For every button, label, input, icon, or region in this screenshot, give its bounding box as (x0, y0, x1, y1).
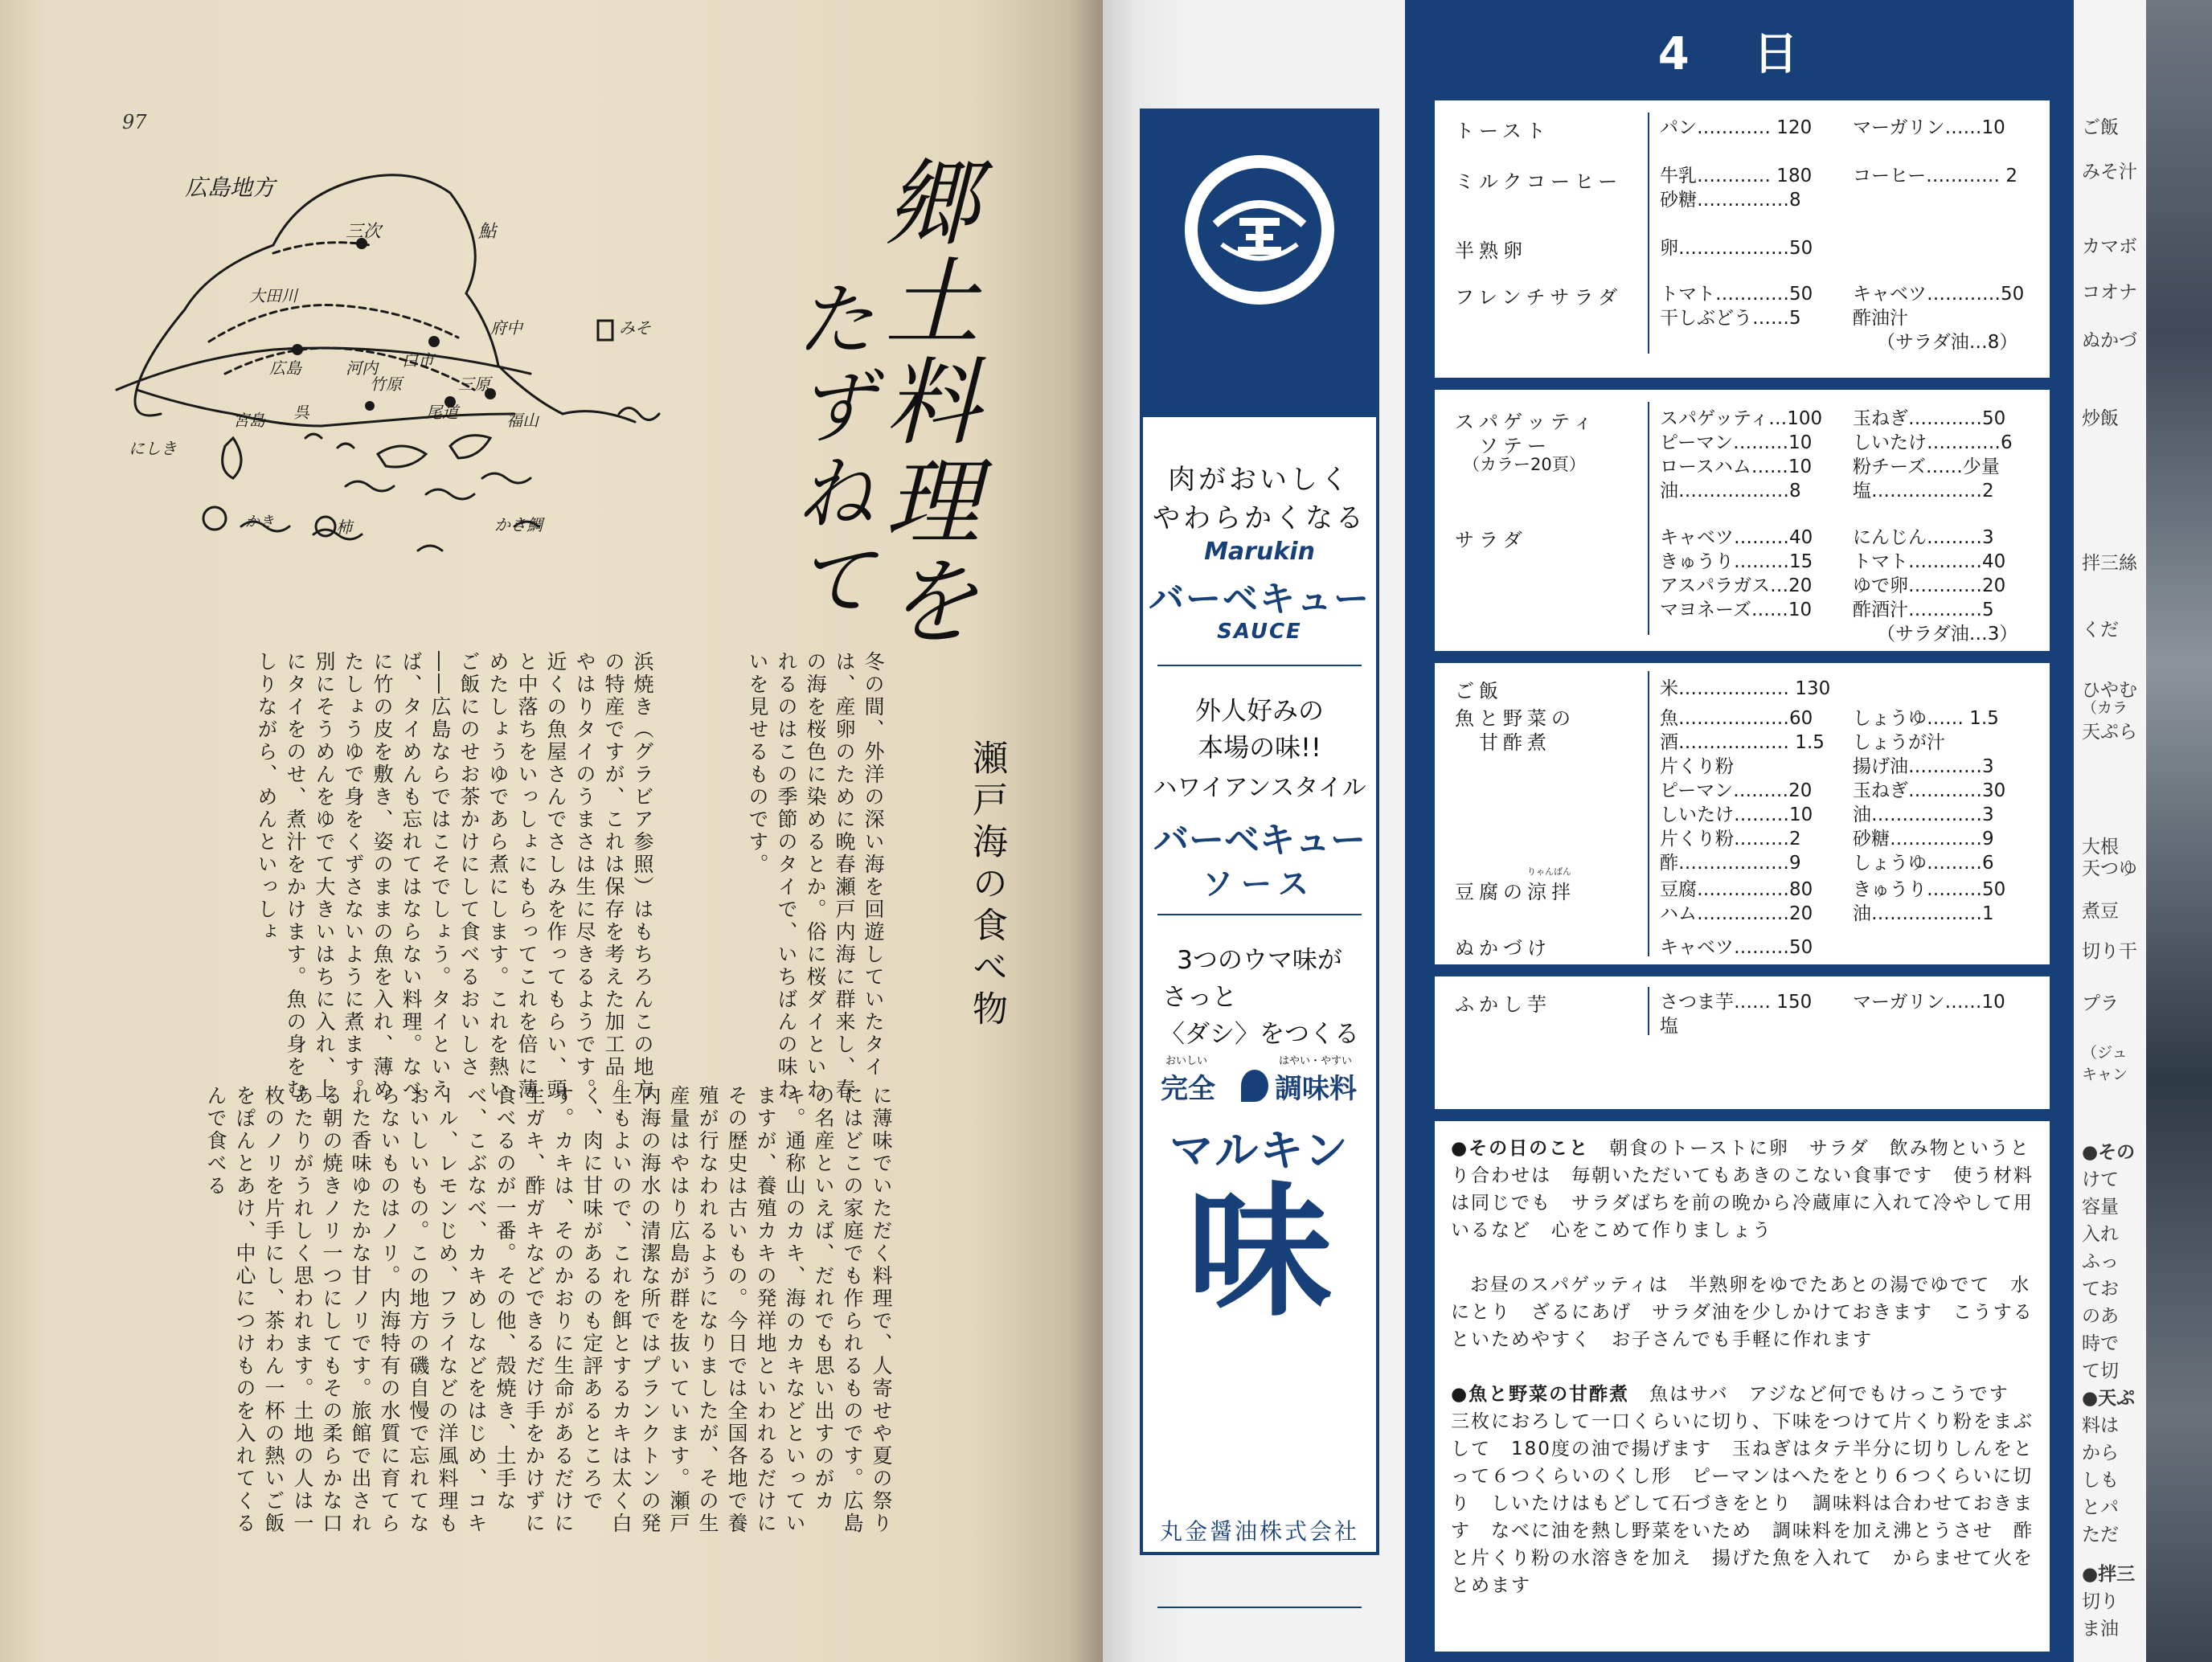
ad-bbq-sauce-2: バーベキュー (1153, 820, 1366, 861)
ingredient: 干しぶどう……5 (1660, 308, 1801, 329)
ingredient: 片くり粉………2 (1660, 829, 1801, 849)
note-paragraph-2: お昼のスパゲッティは 半熟卵をゆでたあとの湯でゆでて 水にとり ざるにあげ サラダ油を少しかけておきます こうするといためやすく お子さんでも手軽に作れます (1451, 1275, 2034, 1350)
map-place: かき (245, 514, 274, 530)
dish-name: スパゲッティ (1455, 411, 1598, 433)
next-col-text: （ジュ (2082, 1044, 2128, 1062)
map-place: 竹原 (370, 375, 402, 394)
next-col-text: ご飯 (2082, 117, 2119, 138)
ingredient: しょうゆ…… 1.5 (1853, 708, 1999, 729)
map-place: 福山 (506, 411, 539, 430)
ingredient: 牛乳………… 180 (1660, 166, 1813, 186)
next-col-text: 炒飯 (2082, 408, 2119, 429)
ad-kanzen: 完全 (1161, 1073, 1215, 1105)
article-paragraph-2: 浜焼き（グラビア参照）はもちろんこの地方の特産ですが、これは保存を考えた加工品。やはりタイのうまさは生に尽きるようです。近くの魚屋さんでさしみを作ってもらい、頭と中落ちをいっしょにもらってこれを倍に薄めたしょうゆであら煮にします。これを熱いご飯にのせお茶かけにして食べるおいしさ――広島ならではこそでしょう。タイといえば、タイめんも忘れてはならない料理。なべに竹の皮を敷き、姿のままの魚を入れ、薄めたしょうゆで身をくずさないように煮ます。別にそうめんをゆでて大きいはちに入れ、上にタイをのせ、煮汁をかけます。魚の身をむしりながら、めんといっしょ (255, 651, 654, 1101)
next-col-text: 拌三絲 (2082, 553, 2137, 574)
map-place: 柿 (336, 518, 352, 537)
note-paragraph-3 (1451, 1381, 2038, 1599)
ingredient: 片くり粉 (1660, 756, 1734, 777)
ingredient: ピーマン………20 (1660, 780, 1813, 801)
dish-name: 魚と野菜の (1455, 707, 1575, 730)
map-place: 鯛 (526, 515, 543, 534)
next-col-text: ま油 (2082, 1619, 2119, 1639)
ingredient: トマト…………40 (1853, 551, 2006, 572)
dish-name: ご飯 (1455, 680, 1503, 702)
drop-icon (1241, 1070, 1268, 1102)
ad-foreign-1: 外人好みの (1194, 695, 1324, 726)
dish-name: ふかし芋 (1455, 993, 1551, 1016)
next-col-text: 切り干 (2082, 941, 2137, 962)
ad-sauce-en: SAUCE (1217, 620, 1302, 644)
next-col-text: 切り (2082, 1591, 2119, 1612)
ingredient: 酢………………9 (1660, 853, 1801, 874)
ingredient: キャベツ…………50 (1853, 284, 2025, 305)
map-place: かき (494, 515, 526, 534)
next-col-text: みそ汁 (2082, 162, 2137, 182)
map-place: 呉 (293, 403, 309, 422)
ingredient: 米……………… 130 (1660, 678, 1831, 699)
next-col-text: （カラ (2082, 699, 2128, 717)
ingredient: （サラダ油…8） (1877, 332, 2018, 353)
ingredient: きゅうり………50 (1853, 879, 2006, 900)
next-col-text: コオナ (2082, 282, 2137, 303)
ingredient: トマト…………50 (1660, 284, 1813, 305)
ingredient: しょうが汁 (1853, 732, 1945, 753)
ingredient: パン………… 120 (1660, 117, 1813, 138)
note-heading: ●その日のこと (1451, 1138, 1590, 1159)
ad-foreign-2: 本場の味!! (1198, 732, 1321, 763)
next-col-text: プラ (2082, 993, 2119, 1014)
ad-bbq-sauce: バーベキュー (1149, 579, 1370, 620)
ingredient: マーガリン……10 (1853, 992, 2005, 1013)
ingredient: 塩………………2 (1853, 481, 1994, 501)
ingredient: 油………………8 (1660, 481, 1801, 501)
ad-umami-2: さっと (1162, 983, 1237, 1012)
ingredient: 卵………………50 (1660, 238, 1813, 259)
ingredient: ハム……………20 (1660, 903, 1813, 924)
ad-ruby-yasui: はやい・やすい (1278, 1055, 1352, 1067)
page-number: 97 (122, 111, 147, 133)
next-col-text: 入れ (2082, 1224, 2119, 1245)
map-place: 河内 (346, 358, 378, 378)
ingredient: キャベツ………40 (1660, 527, 1813, 548)
article-paragraph-1: 冬の間、外洋の深い海を回遊していたタイは、産卵のために晩春瀬戸内海に群来し、春の海を桜色に染めるとか。俗に桜ダイといわれるのはこの季節のタイで、いちばんの味わいを見せるものです。 (746, 651, 885, 1101)
ingredient: （サラダ油…3） (1877, 624, 2018, 645)
next-col-text: しも (2082, 1470, 2119, 1491)
ingredient: 油………………1 (1853, 903, 1994, 924)
ingredient: スパゲッティ…100 (1660, 408, 1823, 429)
next-col-text: から (2082, 1443, 2119, 1463)
marukin-logo-icon (1185, 155, 1334, 305)
ingredient: 豆腐……………80 (1660, 879, 1813, 900)
hiroshima-map (113, 149, 683, 599)
map-place: 三次 (346, 222, 382, 242)
next-col-text: ひやむ (2082, 680, 2137, 701)
dish-name-2: ソテー (1479, 435, 1551, 457)
next-col-text: カマボ (2082, 236, 2137, 257)
ad-headline-2: やわらかくなる (1153, 502, 1366, 534)
next-col-text: ただ (2082, 1525, 2119, 1545)
ingredient: しょうゆ………6 (1853, 853, 1994, 874)
dish-note: （カラー20頁） (1463, 455, 1586, 474)
day-label: 4 日 (1657, 28, 1823, 80)
left-page (0, 0, 1103, 1662)
next-col-text: 容量 (2082, 1197, 2119, 1218)
next-col-text: ●拌三 (2082, 1564, 2136, 1585)
ad-umami-3: 〈ダシ〉をつくる (1160, 1020, 1359, 1049)
ingredient: 魚………………60 (1660, 708, 1813, 729)
note-text: 魚はサバ アジなど何でもけっこうです 三枚におろして一口くらいに切り、下味をつけて片くり粉をまぶして 180度の油で揚げます 玉ねぎはタテ半分に切りしんをとって６つくらいのくし形 ピーマンはへたをとり６つくらいに切り しいたけはもどして石づきをとり 調味料は合わせておきます なべに油を熱し野菜をいため 調味料を加え沸とうさせ 酢と片くり粉の水溶きを加え 揚げた魚を入れて からませて火をとめます (1451, 1384, 2034, 1596)
ad-logo-panel (1143, 112, 1376, 417)
ad-choumiryo: 調味料 (1275, 1073, 1357, 1105)
next-col-text: てお (2082, 1279, 2119, 1300)
ad-umami-1: 3つのウマ味が (1177, 946, 1342, 975)
article-title-2: たずねて (781, 277, 875, 624)
ingredient: コーヒー………… 2 (1853, 166, 2018, 186)
article-paragraph-3: に薄味でいただく料理で、人寄せや夏の祭りにはどこの家庭でも作られるものです。広島の名産といえば、だれでも思い出すのがカキ。通称山のカキ、海のカキなどといっていますが、養殖カキの発祥地といわれるだけにその歴史は古いもの。今日では全国各地で養殖が行なわれるようになりましたが、その生産量はやはり広島が群を抜いています。瀬戸内海の海水の清潔な所ではプランクトンの発生もよいので、これを餌とするカキは太く白く、肉に甘味があるのも定評あるところです。カキは、そのかおりに生命があるだけに生ガキ、酢ガキなどできるだけ手をかけずに食べるのが一番。その他、殻焼き、土手なべ、こぶなべ、カキめしなどをはじめ、コキール、レモンじめ、フライなどの洋風料理もおいしいもの。この地方の磯自慢で忘れてならないものはノリ。内海特有の水質に育てられた香味ゆたかな甘ノリです。旅館で出される朝の焼きノリ一つにしてもその柔らかな口あたりがうれしく思われます。土地の人は一枚のノリを片手にし、茶わん一杯の熱いご飯をぽんとあけ、中心につけものを入れてくるんで食べる (204, 1085, 893, 1535)
ingredient: マヨネーズ……10 (1660, 600, 1813, 620)
ingredient: しいたけ………10 (1660, 804, 1813, 825)
ingredient: 粉チーズ……少量 (1853, 456, 2000, 477)
note-heading: ●魚と野菜の甘酢煮 (1451, 1384, 1630, 1405)
ingredient: キャベツ………50 (1660, 937, 1813, 958)
next-col-text: ぬかづ (2082, 330, 2137, 351)
map-place: 白市 (402, 350, 434, 370)
ad-ruby-oishii: おいしい (1165, 1055, 1208, 1067)
next-col-text: のあ (2082, 1306, 2119, 1327)
article-title: 郷土料理を (869, 153, 980, 651)
ingredient: マーガリン……10 (1853, 117, 2005, 138)
next-col-text: 大根 (2082, 837, 2119, 858)
ingredient: 酢油汁 (1853, 308, 1908, 329)
ingredient: ピーマン………10 (1660, 432, 1813, 453)
ingredient: 油………………3 (1853, 804, 1994, 825)
next-col-text: ふっ (2082, 1251, 2119, 1272)
dish-name: 半熟卵 (1455, 239, 1527, 262)
ingredient: 玉ねぎ…………30 (1853, 780, 2006, 801)
ingredient: しいたけ…………6 (1853, 432, 2013, 453)
next-col-text: 煮豆 (2082, 901, 2119, 922)
next-col-text: 天ぷら (2082, 722, 2137, 743)
ingredient: 酢酒汁…………5 (1853, 600, 1994, 620)
dish-name: トースト (1455, 120, 1550, 142)
dish-name: ミルクコーヒー (1455, 170, 1623, 193)
dish-name: サラダ (1455, 529, 1527, 551)
ad-company: 丸金醤油株式会社 (1159, 1518, 1359, 1545)
ingredient: 揚げ油…………3 (1853, 756, 1994, 777)
map-place: 大田川 (249, 286, 297, 305)
map-place: にしき (129, 439, 177, 458)
ad-aji: 味 (1186, 1169, 1332, 1337)
ingredient: にんじん………3 (1853, 527, 1994, 548)
next-col-text: ●天ぷ (2082, 1388, 2136, 1409)
ingredient: ロースハム……10 (1660, 456, 1813, 477)
dish-name: フレンチサラダ (1455, 286, 1623, 309)
ingredient: 砂糖……………9 (1853, 829, 1994, 849)
ingredient: 玉ねぎ…………50 (1853, 408, 2006, 429)
ingredient: アスパラガス…20 (1660, 575, 1813, 596)
next-col-text: 料は (2082, 1415, 2119, 1436)
ad-hawaiian: ハワイアンスタイル (1153, 774, 1366, 802)
next-col-text: 時で (2082, 1333, 2119, 1354)
dish-name: 豆腐の涼拌 (1455, 881, 1575, 903)
next-col-text: くだ (2082, 620, 2119, 641)
ingredient: 砂糖……………8 (1660, 190, 1801, 211)
next-col-text: 天つゆ (2082, 858, 2137, 879)
ingredient: ゆで卵…………20 (1853, 575, 2006, 596)
ad-brand-roman: Marukin (1204, 538, 1315, 566)
next-col-text: キャン (2082, 1066, 2128, 1083)
next-col-text: とパ (2082, 1497, 2119, 1518)
map-place: 宮島 (233, 411, 265, 430)
map-place: 三原 (458, 375, 490, 394)
ad-marukin: マルキン (1169, 1125, 1350, 1176)
ad-headline-1: 肉がおいしく (1168, 464, 1351, 496)
dish-name-2: 甘酢煮 (1479, 731, 1551, 754)
map-place: みそ (619, 318, 651, 338)
map-place: 鮎 (478, 222, 497, 242)
next-col-text: けて (2082, 1169, 2119, 1190)
ingredient: 酒……………… 1.5 (1660, 732, 1825, 753)
column-divider (2056, 0, 2074, 1662)
ad-sauce-jp: ソース (1202, 866, 1317, 902)
marukin-advertisement (1140, 108, 1379, 1555)
next-col-text: て切 (2082, 1361, 2119, 1382)
map-place: 広島 (269, 358, 301, 378)
ingredient: 塩 (1660, 1016, 1678, 1037)
map-place: 府中 (490, 318, 522, 338)
photo-edge (2146, 0, 2212, 1662)
map-region-label: 広島地方 (185, 174, 276, 201)
dish-name: ぬかづけ (1455, 937, 1551, 960)
next-col-text: ●その (2082, 1142, 2136, 1163)
map-place: 尾道 (426, 403, 458, 422)
article-subtitle: 瀬戸海の食べ物 (966, 739, 1007, 1032)
ingredient: きゅうり………15 (1660, 551, 1813, 572)
dish-ruby: りゃんばん (1527, 866, 1571, 877)
ingredient: さつま芋…… 150 (1660, 992, 1813, 1013)
note-paragraph-1 (1451, 1135, 2038, 1244)
note-text: 朝食のトーストに卵 サラダ 飲み物というとり合わせは 毎朝いただいてもあきのこない食事です 使う材料は同じでも サラダばちを前の晩から冷蔵庫に入れて冷やして用いるなど 心をこめて作りましょう (1451, 1138, 2034, 1241)
